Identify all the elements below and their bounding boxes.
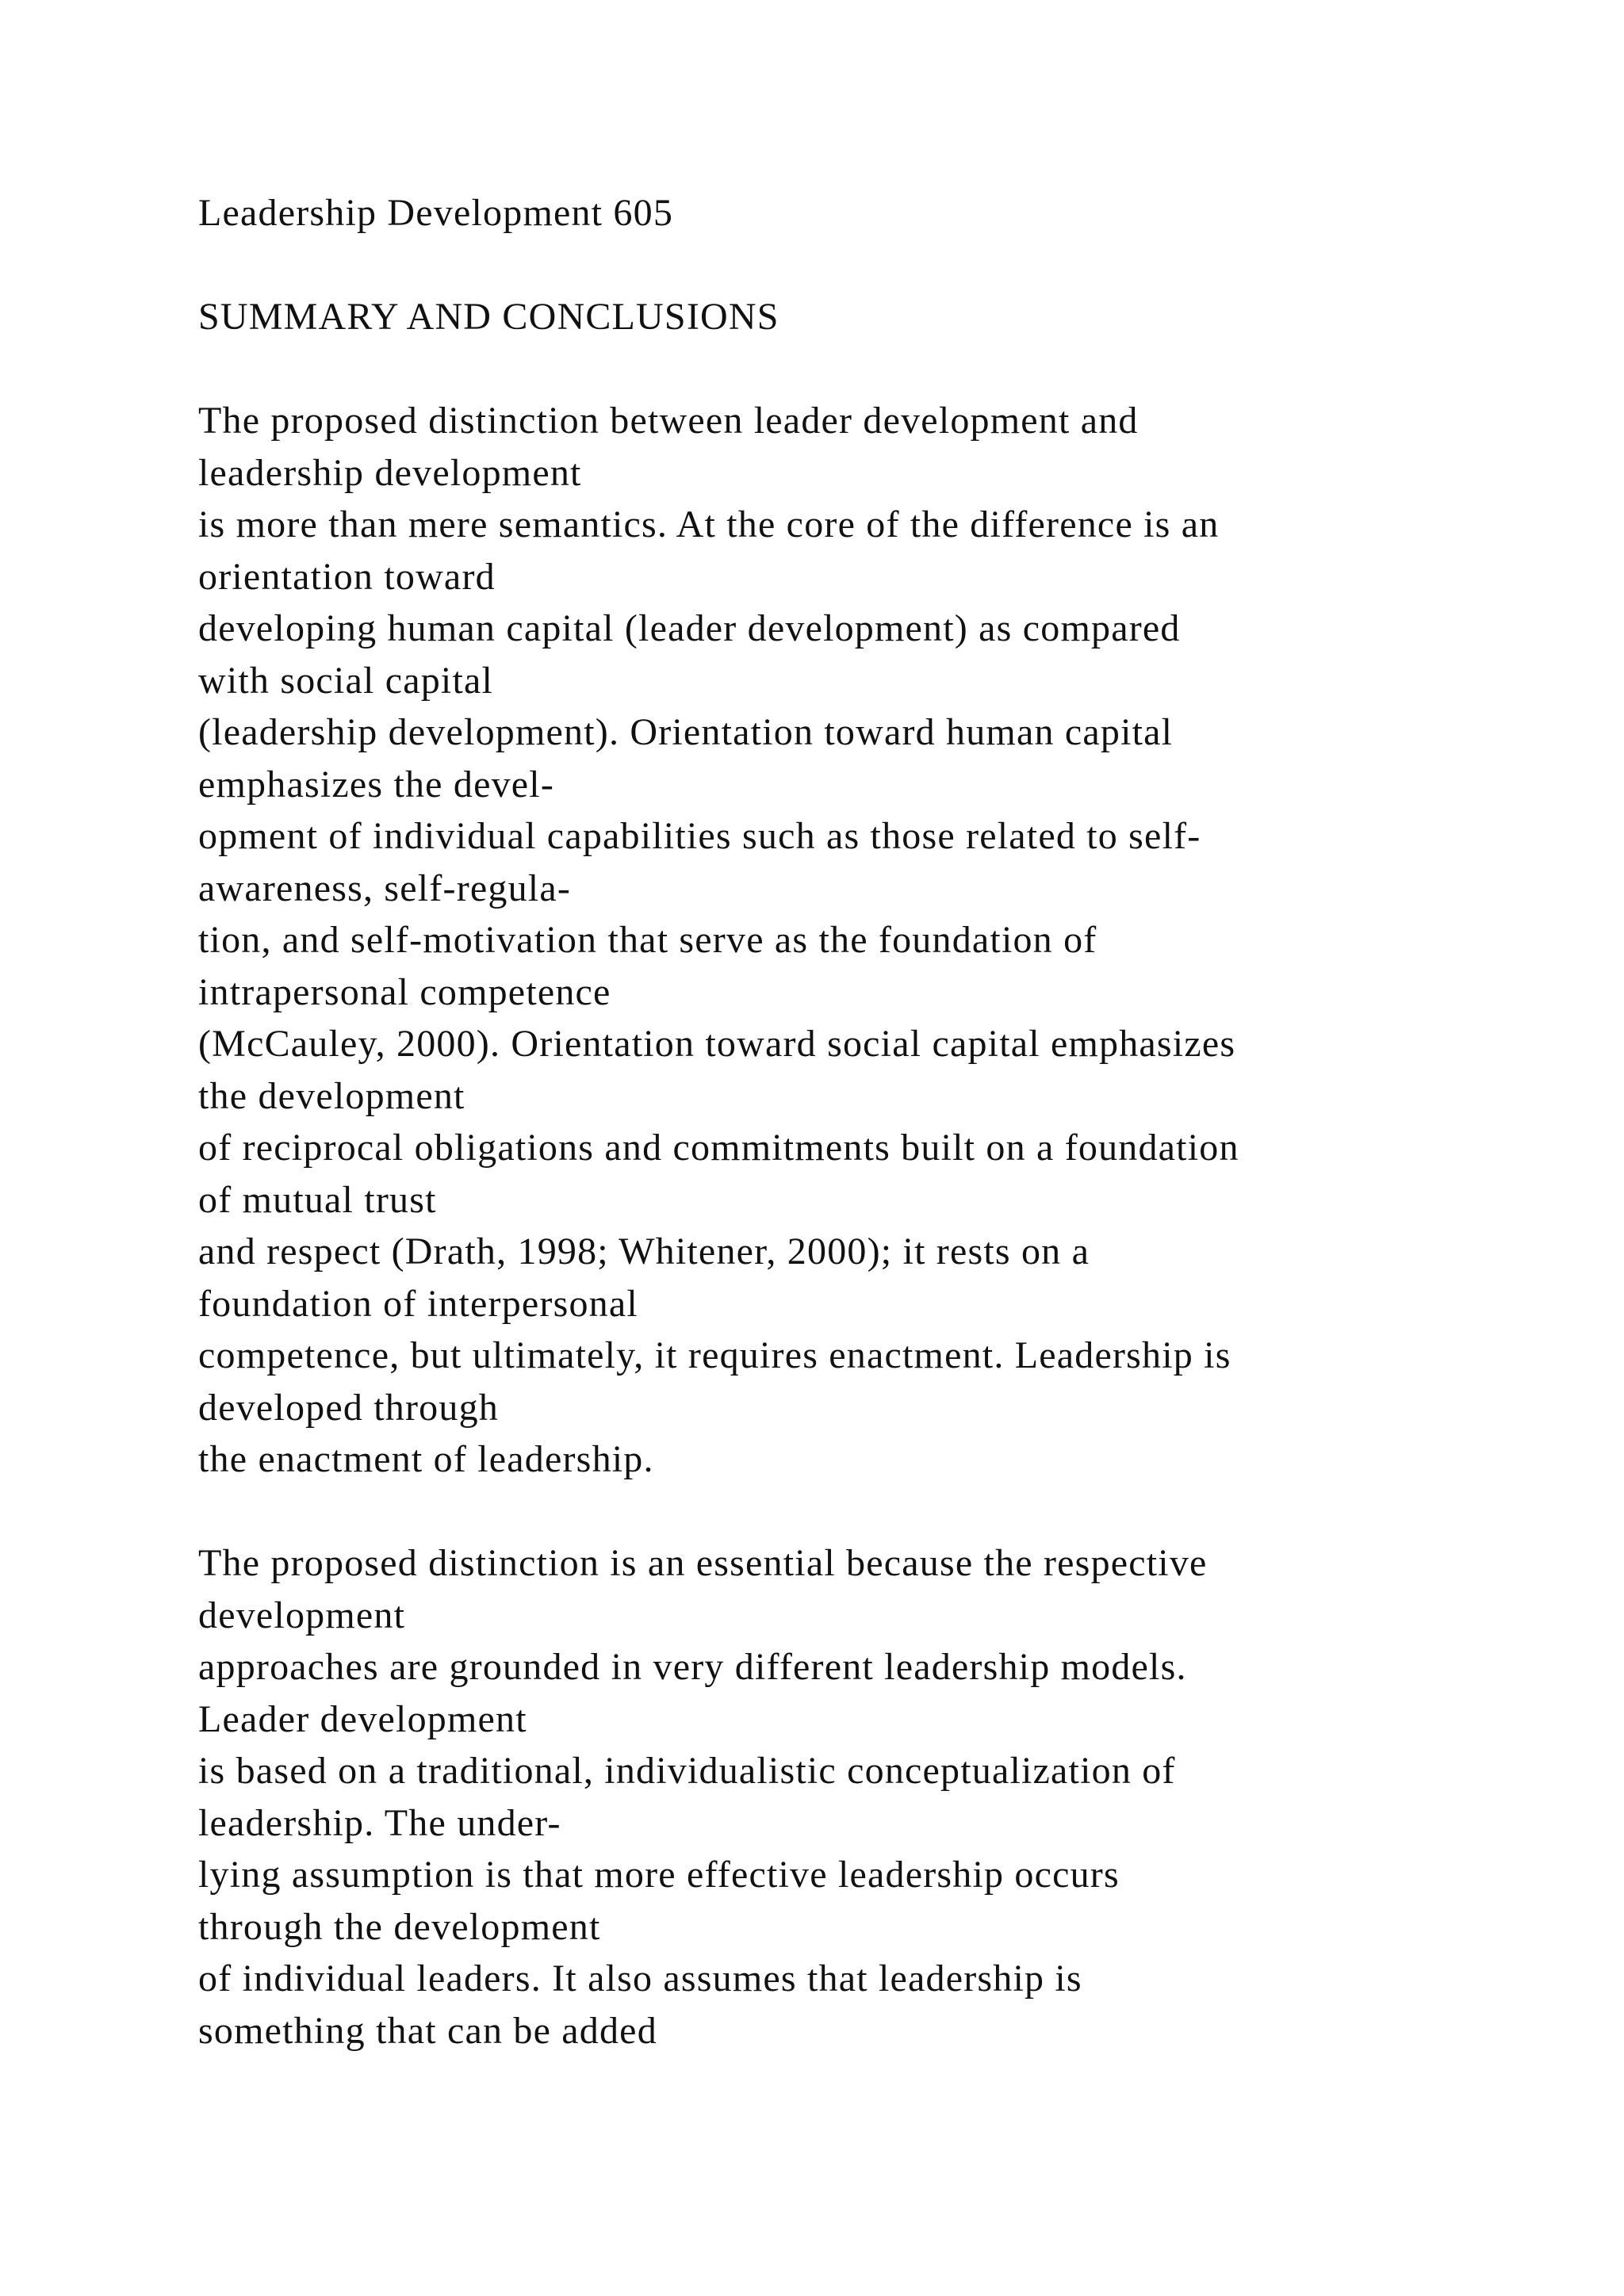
spacer	[198, 239, 1594, 292]
text-line: foundation of interpersonal	[198, 1282, 638, 1325]
text-line: the development	[198, 1074, 465, 1117]
text-line: (McCauley, 2000). Orientation toward social capital emphasizes	[198, 1023, 1236, 1065]
text-line: leadership development	[198, 451, 582, 494]
text-line: leadership. The under-	[198, 1801, 561, 1844]
spacer	[198, 1486, 1594, 1538]
text-line: with social capital	[198, 659, 494, 702]
text-line: Leader development	[198, 1697, 527, 1740]
spacer	[198, 343, 1594, 396]
text-line: orientation toward	[198, 555, 496, 598]
text-line: intrapersonal competence	[198, 970, 611, 1013]
text-line: The proposed distinction is an essential because the respective	[198, 1542, 1208, 1584]
text-line: competence, but ultimately, it requires enactment. Leadership is	[198, 1334, 1231, 1376]
text-line: lying assumption is that more effective leadership occurs	[198, 1854, 1120, 1896]
paragraph-2	[198, 1537, 1594, 2057]
text-line: of mutual trust	[198, 1178, 437, 1221]
text-line: is more than mere semantics. At the core of the difference is an	[198, 503, 1220, 545]
text-line: the enactment of leadership.	[198, 1438, 654, 1480]
text-line: developed through	[198, 1386, 499, 1429]
text-line: and respect (Drath, 1998; Whitener, 2000); it rests on a	[198, 1230, 1090, 1272]
text-line: development	[198, 1594, 406, 1636]
text-line: something that can be added	[198, 2009, 657, 2052]
section-heading: SUMMARY AND CONCLUSIONS	[198, 296, 779, 338]
text-line: through the development	[198, 1905, 601, 1948]
text-line: opment of individual capabilities such as those related to self-	[198, 815, 1201, 857]
text-line: (leadership development). Orientation toward human capital	[198, 711, 1174, 753]
text-line: tion, and self-motivation that serve as the foundation of	[198, 919, 1097, 961]
text-line: of reciprocal obligations and commitments built on a foundation	[198, 1127, 1239, 1169]
document-header: Leadership Development 605	[198, 192, 674, 234]
text-line: of individual leaders. It also assumes that leadership is	[198, 1957, 1082, 1999]
text-line: is based on a traditional, individualistic conceptualization of	[198, 1750, 1176, 1792]
paragraph-1	[198, 395, 1594, 1486]
text-line: approaches are grounded in very different leadership models.	[198, 1646, 1187, 1688]
text-line: The proposed distinction between leader development and	[198, 400, 1139, 442]
text-line: awareness, self-regula-	[198, 867, 572, 909]
text-line: developing human capital (leader development) as compared	[198, 607, 1181, 649]
text-line: emphasizes the devel-	[198, 763, 555, 806]
document-body	[198, 187, 1594, 2057]
